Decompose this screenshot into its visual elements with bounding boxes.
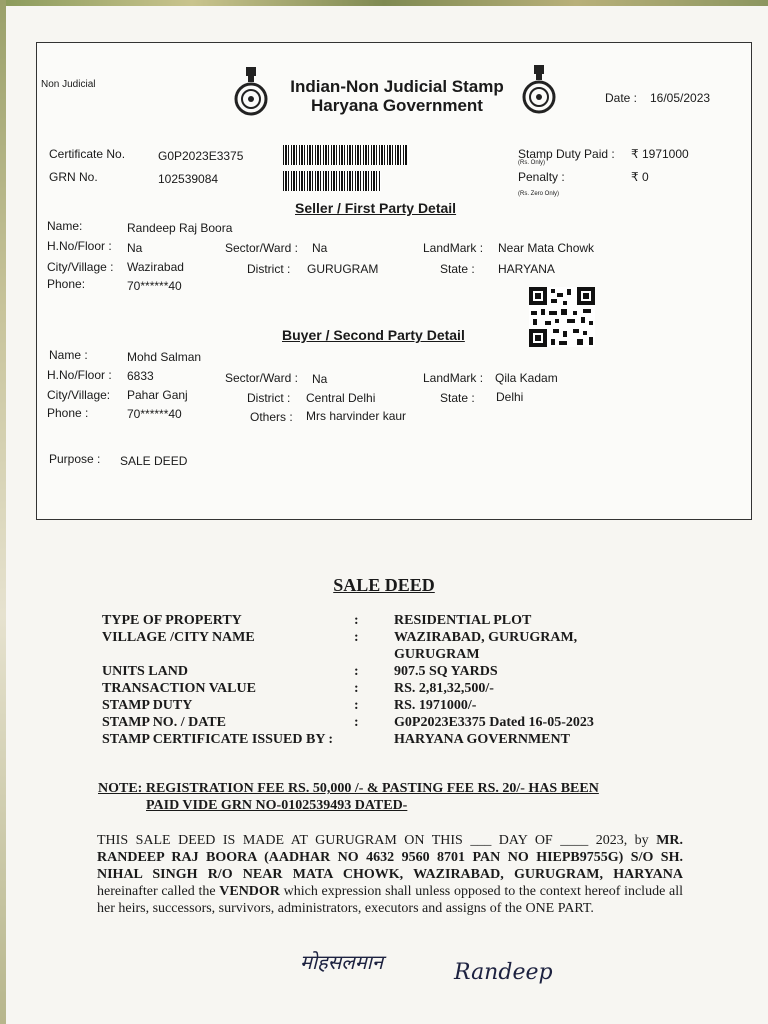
- paragraph-end: which expression shall unless opposed to the context hereof include all her heirs, successors, survivors, administrators, executors and assigns of the ONE PART.: [97, 884, 683, 916]
- rs-zero-only-note: (Rs. Zero Only): [518, 191, 560, 197]
- table-row: [102, 629, 654, 663]
- table-row: [102, 680, 654, 697]
- registration-fee-note: [98, 780, 684, 814]
- left-emblem-icon: [231, 65, 271, 117]
- seller-sector-label: Sector/Ward :: [225, 241, 298, 255]
- detail-key: STAMP DUTY: [102, 698, 193, 713]
- purpose-value: SALE DEED: [120, 454, 188, 468]
- detail-separator: :: [354, 664, 359, 679]
- buyer-district-value: Central Delhi: [306, 391, 376, 405]
- detail-key: VILLAGE /CITY NAME: [102, 630, 255, 645]
- date-label: Date :: [605, 91, 638, 105]
- buyer-sector-label: Sector/Ward :: [225, 371, 298, 385]
- qr-code-icon: [529, 287, 595, 347]
- buyer-phone-label: Phone :: [47, 406, 89, 420]
- detail-key: TRANSACTION VALUE: [102, 681, 256, 696]
- table-row: [102, 697, 654, 714]
- detail-value: G0P2023E3375 Dated 16-05-2023: [394, 715, 594, 730]
- stamp-certificate: [36, 42, 752, 520]
- detail-value: RS. 1971000/-: [394, 698, 477, 713]
- buyer-landmark-label: LandMark :: [423, 371, 484, 385]
- buyer-others-label: Others :: [250, 410, 293, 424]
- seller-state-label: State :: [440, 262, 475, 276]
- detail-value: RS. 2,81,32,500/-: [394, 681, 494, 696]
- deed-details-table: [102, 612, 654, 748]
- buyer-name-value: Mohd Salman: [127, 350, 202, 364]
- stamp-duty-value: ₹ 1971000: [631, 147, 689, 161]
- certificate-value: G0P2023E3375: [158, 149, 244, 163]
- grn-value: 102539084: [158, 172, 219, 186]
- detail-separator: :: [354, 613, 359, 628]
- seller-name-value: Randeep Raj Boora: [127, 221, 233, 235]
- penalty-value: ₹ 0: [631, 170, 649, 184]
- paragraph-vendor-details: MR. RANDEEP RAJ BOORA (AADHAR NO 4632 9560 8701 PAN NO HIEPB9755G) S/O SH. NIHAL SINGH R/O NEAR MATA CHOWK, WAZIRABAD, GURUGRAM, HARYANA: [97, 833, 684, 882]
- rs-only-note: (Rs. Only): [518, 160, 545, 166]
- seller-signature: Randeep: [454, 960, 553, 985]
- detail-key: TYPE OF PROPERTY: [102, 613, 242, 628]
- buyer-hno-value: 6833: [127, 369, 154, 383]
- detail-separator: :: [354, 698, 359, 713]
- buyer-landmark-value: Qila Kadam: [495, 371, 558, 385]
- right-emblem-icon: [519, 63, 559, 115]
- buyer-sector-value: Na: [312, 372, 328, 386]
- seller-phone-label: Phone:: [47, 277, 86, 291]
- buyer-state-label: State :: [440, 391, 475, 405]
- grn-barcode: [283, 171, 381, 191]
- seller-landmark-value: Near Mata Chowk: [498, 241, 595, 255]
- detail-key: STAMP NO. / DATE: [102, 715, 226, 730]
- seller-city-value: Wazirabad: [127, 260, 184, 274]
- buyer-phone-value: 70******40: [127, 407, 182, 421]
- non-judicial-label: Non Judicial: [41, 79, 96, 90]
- table-row: [102, 714, 654, 731]
- buyer-district-label: District :: [247, 391, 291, 405]
- certificate-label: Certificate No.: [49, 147, 126, 161]
- stamp-title-line1: Indian-Non Judicial Stamp: [290, 77, 504, 96]
- stamp-duty-label: Stamp Duty Paid :: [518, 147, 615, 161]
- buyer-others-value: Mrs harvinder kaur: [306, 409, 407, 423]
- detail-separator: :: [354, 630, 359, 645]
- purpose-label: Purpose :: [49, 452, 101, 466]
- detail-value: WAZIRABAD, GURUGRAM, GURUGRAM: [394, 630, 578, 662]
- seller-phone-value: 70******40: [127, 279, 182, 293]
- seller-sector-value: Na: [312, 241, 328, 255]
- note-line-1: NOTE: REGISTRATION FEE RS. 50,000 /- & PASTING FEE RS. 20/- HAS BEEN: [98, 781, 599, 796]
- seller-name-label: Name:: [47, 219, 83, 233]
- detail-separator: :: [354, 681, 359, 696]
- buyer-hno-label: H.No/Floor :: [47, 368, 112, 382]
- table-row: [102, 731, 654, 748]
- seller-state-value: HARYANA: [498, 262, 555, 276]
- date-value: 16/05/2023: [650, 91, 711, 105]
- buyer-city-value: Pahar Ganj: [127, 388, 188, 402]
- paragraph-intro: THIS SALE DEED IS MADE AT GURUGRAM ON THIS ___ DAY OF ____ 2023, by: [97, 833, 649, 848]
- buyer-signature: मोहसलमान: [300, 950, 384, 974]
- note-line-2: PAID VIDE GRN NO-0102539493 DATED-: [146, 798, 408, 813]
- buyer-state-value: Delhi: [496, 390, 524, 404]
- paragraph-vendor-word: VENDOR: [219, 884, 280, 899]
- stamp-title-line2: Haryana Government: [311, 96, 483, 115]
- seller-hno-label: H.No/Floor :: [47, 239, 112, 253]
- seller-section-title: Seller / First Party Detail: [295, 200, 457, 216]
- certificate-barcode: [283, 145, 407, 165]
- detail-key: STAMP CERTIFICATE ISSUED BY :: [102, 732, 334, 747]
- paragraph-middle: hereinafter called the: [97, 884, 220, 899]
- detail-value: HARYANA GOVERNMENT: [394, 732, 570, 747]
- seller-district-label: District :: [247, 262, 291, 276]
- seller-city-label: City/Village :: [47, 260, 114, 274]
- buyer-city-label: City/Village:: [47, 388, 111, 402]
- detail-separator: :: [354, 715, 359, 730]
- table-row: [102, 663, 654, 680]
- buyer-section-title: Buyer / Second Party Detail: [282, 327, 465, 343]
- detail-key: UNITS LAND: [102, 664, 188, 679]
- detail-value: 907.5 SQ YARDS: [394, 664, 498, 679]
- penalty-label: Penalty :: [518, 170, 565, 184]
- seller-district-value: GURUGRAM: [307, 262, 379, 276]
- grn-label: GRN No.: [49, 170, 98, 184]
- seller-landmark-label: LandMark :: [423, 241, 484, 255]
- deed-title: SALE DEED: [333, 575, 435, 595]
- seller-hno-value: Na: [127, 241, 143, 255]
- table-row: [102, 612, 654, 629]
- detail-value: RESIDENTIAL PLOT: [394, 613, 532, 628]
- buyer-name-label: Name :: [49, 348, 88, 362]
- deed-paragraph: [97, 832, 683, 917]
